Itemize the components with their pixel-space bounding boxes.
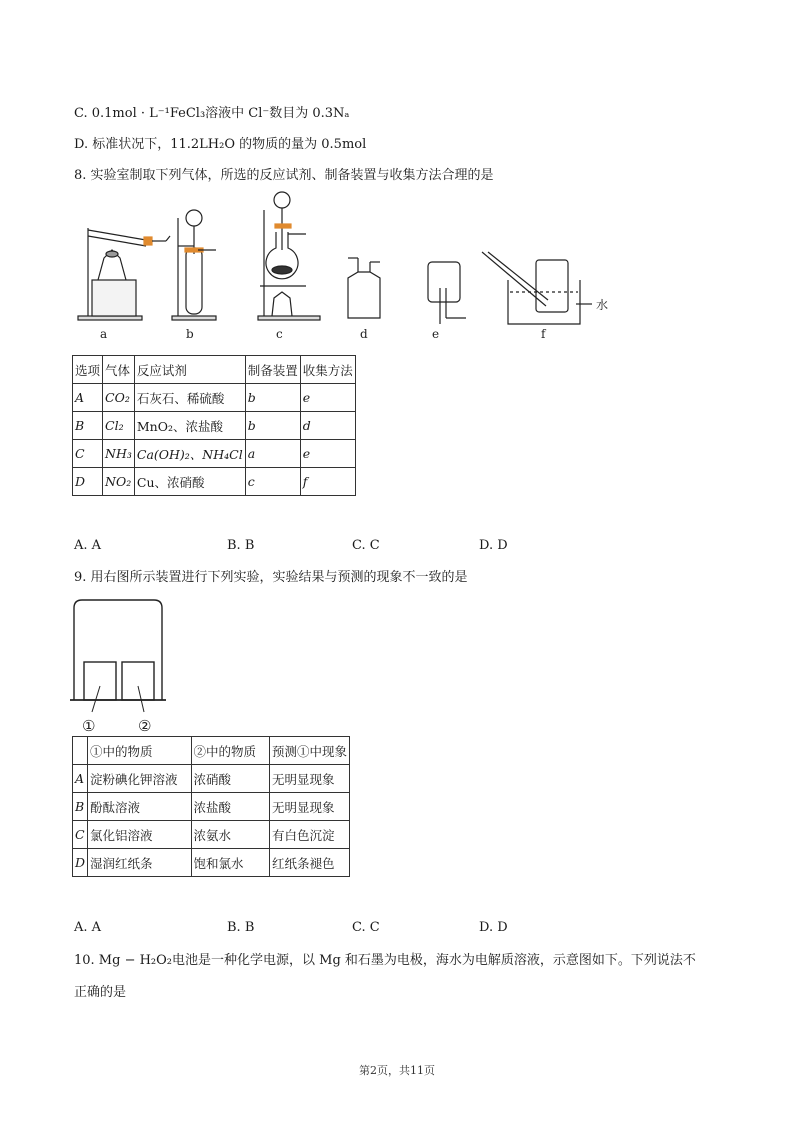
table-cell: B <box>73 793 88 821</box>
table-cell: CO₂ <box>103 384 135 412</box>
header-cell: ②中的物质 <box>191 737 269 765</box>
table-row <box>73 440 356 468</box>
table-cell: c <box>245 468 300 496</box>
q9-table <box>72 736 350 877</box>
apparatus-f <box>482 252 592 324</box>
q8-table <box>72 355 356 496</box>
table-cell: 浓盐酸 <box>191 793 269 821</box>
table-row <box>73 468 356 496</box>
header-cell: 制备装置 <box>245 356 300 384</box>
table-header-row <box>73 356 356 384</box>
q9-bell-jar-figure <box>70 596 170 738</box>
page-footer: 第2页，共11页 <box>359 1064 435 1077</box>
table-header-row <box>73 737 350 765</box>
table-cell: 氯化铝溶液 <box>88 821 191 849</box>
table-cell: Ca(OH)₂、NH₄Cl <box>134 440 245 468</box>
table-cell: B <box>73 412 103 440</box>
table-row <box>73 765 350 793</box>
table-cell: d <box>300 412 355 440</box>
table-cell: 无明显现象 <box>269 793 349 821</box>
table-cell: b <box>245 384 300 412</box>
figure-label-e: e <box>432 327 440 341</box>
table-cell: e <box>300 440 355 468</box>
beaker-label-1: ① <box>82 717 96 735</box>
q9-options <box>74 920 674 938</box>
water-label: 水 <box>596 298 609 312</box>
table-cell: C <box>73 440 103 468</box>
table-cell: D <box>73 468 103 496</box>
q10-stem-line1: 10. Mg − H₂O₂电池是一种化学电源，以 Mg 和石墨为电极，海水为电解质溶液，示意图如下。下列说法不 <box>74 953 696 968</box>
option-d[interactable]: D. D <box>479 538 508 553</box>
option-d-prev: D. 标准状况下，11.2LH₂O 的物质的量为 0.5mol <box>74 137 367 152</box>
header-cell: 气体 <box>103 356 135 384</box>
beaker-1 <box>84 662 116 700</box>
table-cell: NH₃ <box>103 440 135 468</box>
table-cell: 饱和氯水 <box>191 849 269 877</box>
table-cell: e <box>300 384 355 412</box>
header-cell: ①中的物质 <box>88 737 191 765</box>
header-cell <box>73 737 88 765</box>
table-cell: 红纸条褪色 <box>269 849 349 877</box>
option-d[interactable]: D. D <box>479 920 508 935</box>
beaker-2 <box>122 662 154 700</box>
figure-label-f: f <box>541 327 546 341</box>
table-cell: MnO₂、浓盐酸 <box>134 412 245 440</box>
option-a[interactable]: A. A <box>74 920 102 935</box>
apparatus-d <box>348 258 380 318</box>
table-cell: Cl₂ <box>103 412 135 440</box>
header-cell: 反应试剂 <box>134 356 245 384</box>
figure-label-a: a <box>100 327 108 341</box>
option-b[interactable]: B. B <box>227 538 255 553</box>
table-cell: b <box>245 412 300 440</box>
option-c[interactable]: C. C <box>352 538 380 553</box>
figure-label-b: b <box>186 327 194 341</box>
q8-apparatus-figure <box>70 188 630 341</box>
table-cell: 无明显现象 <box>269 765 349 793</box>
table-cell: 淀粉碘化钾溶液 <box>88 765 191 793</box>
table-cell: 浓氨水 <box>191 821 269 849</box>
option-c[interactable]: C. C <box>352 920 380 935</box>
header-cell: 预测①中现象 <box>269 737 349 765</box>
table-row <box>73 793 350 821</box>
table-cell: C <box>73 821 88 849</box>
header-cell: 选项 <box>73 356 103 384</box>
option-c-prev: C. 0.1mol · L⁻¹FeCl₃溶液中 Cl⁻数目为 0.3Nₐ <box>74 106 350 121</box>
table-cell: Cu、浓硝酸 <box>134 468 245 496</box>
table-cell: D <box>73 849 88 877</box>
bell-jar <box>74 600 162 700</box>
figure-label-d: d <box>360 327 368 341</box>
apparatus-a <box>78 228 170 320</box>
table-cell: 浓硝酸 <box>191 765 269 793</box>
table-cell: NO₂ <box>103 468 135 496</box>
table-cell: 石灰石、稀硫酸 <box>134 384 245 412</box>
apparatus-e <box>428 262 466 324</box>
q9-stem: 9. 用右图所示装置进行下列实验，实验结果与预测的现象不一致的是 <box>74 570 468 585</box>
figure-label-c: c <box>276 327 283 341</box>
table-cell: A <box>73 765 88 793</box>
option-a[interactable]: A. A <box>74 538 102 553</box>
header-cell: 收集方法 <box>300 356 355 384</box>
beaker-label-2: ② <box>138 717 152 735</box>
apparatus-b <box>172 210 216 320</box>
q8-stem: 8. 实验室制取下列气体，所选的反应试剂、制备装置与收集方法合理的是 <box>74 168 494 183</box>
table-cell: a <box>245 440 300 468</box>
apparatus-c <box>258 192 320 320</box>
table-cell: A <box>73 384 103 412</box>
table-row <box>73 821 350 849</box>
table-row <box>73 412 356 440</box>
table-row <box>73 384 356 412</box>
table-cell: 酚酞溶液 <box>88 793 191 821</box>
table-cell: f <box>300 468 355 496</box>
q8-options <box>74 538 674 556</box>
table-cell: 湿润红纸条 <box>88 849 191 877</box>
table-cell: 有白色沉淀 <box>269 821 349 849</box>
option-b[interactable]: B. B <box>227 920 255 935</box>
table-row <box>73 849 350 877</box>
q10-stem-line2: 正确的是 <box>74 985 127 1000</box>
